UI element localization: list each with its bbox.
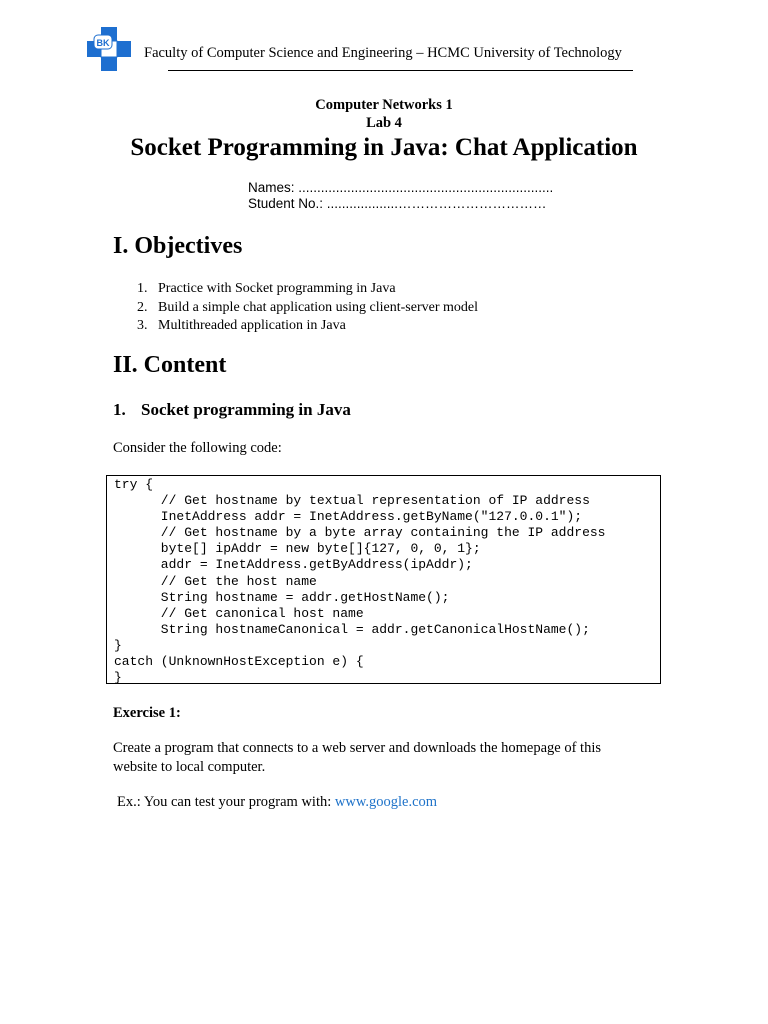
google-link[interactable]: www.google.com xyxy=(334,794,438,810)
objective-item xyxy=(137,317,478,336)
section-number: 1. xyxy=(113,400,126,419)
objective-number: 2. xyxy=(137,299,148,315)
course-name: Computer Networks 1 xyxy=(315,97,453,113)
header-divider xyxy=(168,70,633,71)
code-line: } xyxy=(114,637,122,653)
objective-number: 3. xyxy=(137,318,148,333)
objective-item xyxy=(137,299,478,318)
exercise-description-line2: website to local computer. xyxy=(113,759,266,775)
code-line: // Get hostname by a byte array containing the IP address xyxy=(114,525,606,541)
code-line: // Get the host name xyxy=(114,573,317,589)
names-field: Names: .................................................................... xyxy=(248,180,554,195)
exercise-title: Exercise 1: xyxy=(113,705,181,721)
objective-text: Practice with Socket programming in Java xyxy=(158,281,396,296)
header-institution: Faculty of Computer Science and Engineering – HCMC University of Technology xyxy=(144,45,622,61)
code-line: byte[] ipAddr = new byte[]{127, 0, 0, 1}; xyxy=(114,541,481,557)
exercise-test-hint xyxy=(117,794,437,811)
objective-number: 1. xyxy=(137,281,148,296)
objective-item xyxy=(137,280,478,299)
objective-text: Multithreaded application in Java xyxy=(158,318,346,333)
section-heading xyxy=(113,400,351,420)
code-intro: Consider the following code: xyxy=(113,440,282,456)
objective-text: Build a simple chat application using client-server model xyxy=(158,299,478,315)
code-line: String hostnameCanonical = addr.getCanonicalHostName(); xyxy=(114,621,590,637)
logo-text: BK xyxy=(96,38,110,48)
objectives-heading: I. Objectives xyxy=(113,233,243,259)
code-line: String hostname = addr.getHostName(); xyxy=(114,589,450,605)
exercise-description-line1: Create a program that connects to a web server and downloads the homepage of this xyxy=(113,740,602,756)
code-line: } xyxy=(114,670,122,686)
objectives-list xyxy=(137,280,478,336)
lab-number: Lab 4 xyxy=(366,115,402,131)
code-line: try { xyxy=(114,477,154,492)
university-logo xyxy=(86,26,132,72)
code-listing xyxy=(114,477,605,686)
test-hint-text: Ex.: You can test your program with: xyxy=(117,794,335,810)
code-line: catch (UnknownHostException e) { xyxy=(114,654,364,670)
code-block xyxy=(106,475,661,684)
code-line: // Get canonical host name xyxy=(114,605,364,621)
student-number-field: Student No.: ...................…………………………… xyxy=(248,196,547,211)
code-line: addr = InetAddress.getByAddress(ipAddr); xyxy=(114,557,473,573)
content-heading: II. Content xyxy=(113,352,227,378)
section-title: Socket programming in Java xyxy=(141,400,351,419)
document-title: Socket Programming in Java: Chat Application xyxy=(130,134,638,161)
code-line: // Get hostname by textual representation of IP address xyxy=(114,493,590,509)
code-line: InetAddress addr = InetAddress.getByName("127.0.0.1"); xyxy=(114,509,583,525)
